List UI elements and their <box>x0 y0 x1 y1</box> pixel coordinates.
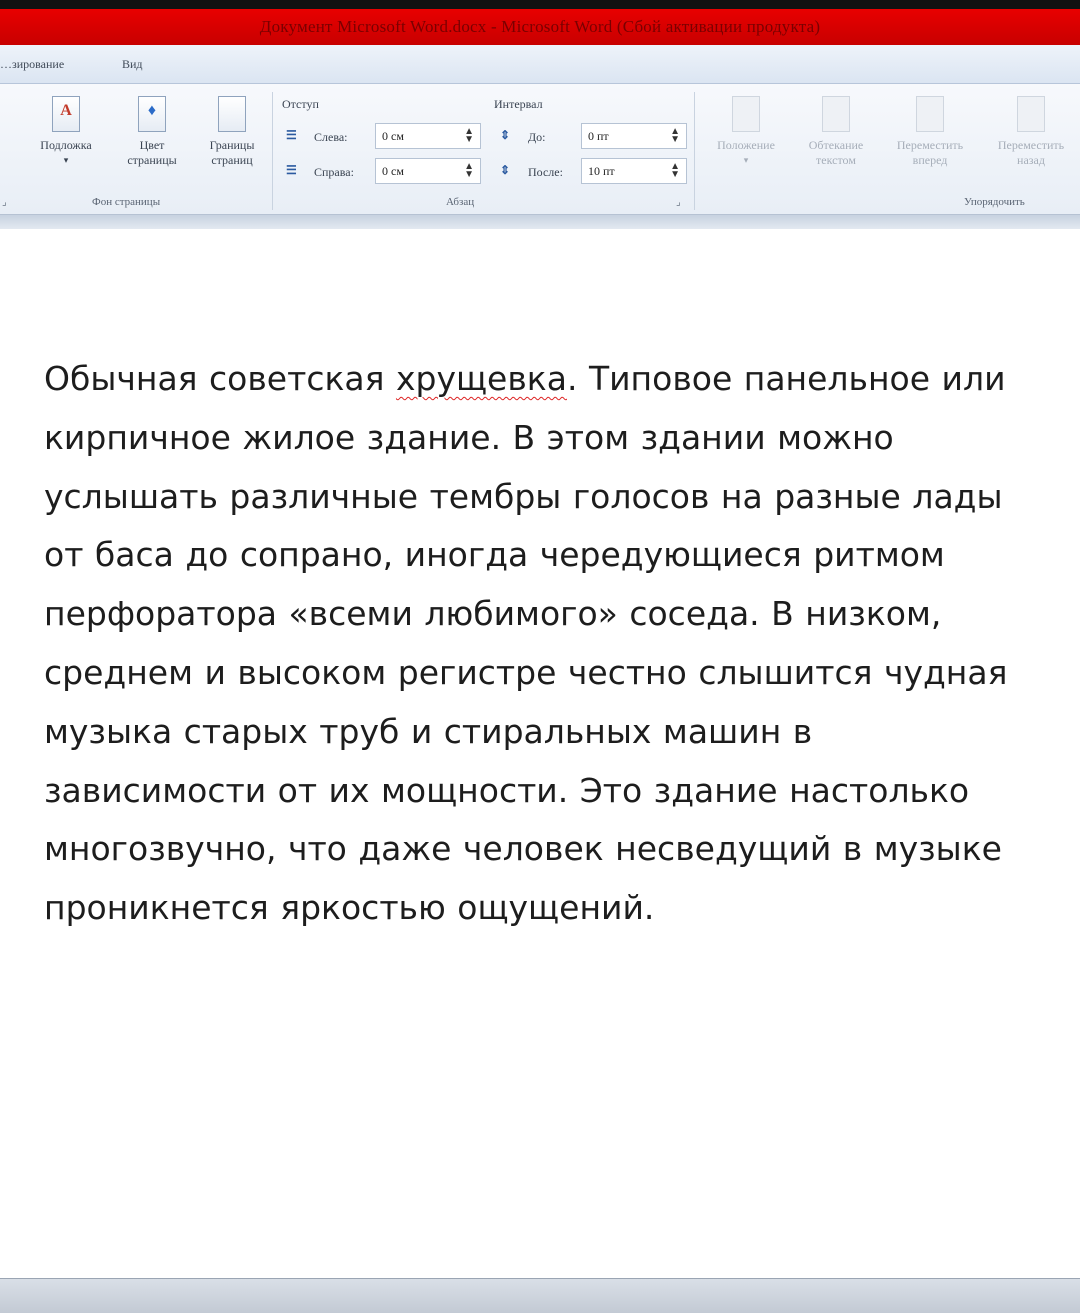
wrap-text-label-1: Обтекание <box>808 138 864 152</box>
top-bezel <box>0 0 1080 9</box>
bring-forward-label-2: вперед <box>912 153 948 167</box>
title-bar <box>0 9 1080 45</box>
spacing-before-icon: ⇕ <box>500 128 511 142</box>
position-button[interactable]: Положение ▾ <box>700 96 792 168</box>
tab-view[interactable]: Вид <box>122 57 143 71</box>
indent-right-icon: ☰ <box>286 163 297 177</box>
page-borders-label-1: Границы <box>209 138 255 152</box>
document-body[interactable] <box>44 350 1044 938</box>
position-label: Положение <box>717 138 775 152</box>
status-bar <box>0 1278 1080 1313</box>
spinner-arrows-icon[interactable]: ▲ ▼ <box>464 161 474 180</box>
document-line: среднем и высоком регистре честно слышится чудная <box>44 652 1008 692</box>
spacing-after-icon: ⇕ <box>500 163 511 177</box>
spacing-after-value: 10 пт <box>588 163 615 178</box>
document-line: музыка старых труб и стиральных машин в <box>44 711 813 751</box>
spacing-before-input[interactable] <box>581 123 687 149</box>
page-borders-icon <box>218 96 246 132</box>
document-line: перфоратора «всеми любимого» соседа. В низком, <box>44 594 942 634</box>
ribbon-tabs <box>0 45 1080 84</box>
group-separator <box>272 92 273 210</box>
wrap-text-label-2: текстом <box>816 153 856 167</box>
paint-bucket-icon: ♦ <box>138 96 166 132</box>
page-color-label-1: Цвет <box>139 138 165 152</box>
page-color-button[interactable] <box>120 96 184 168</box>
tab-review[interactable]: …зирование <box>0 57 65 71</box>
bring-forward-icon <box>916 96 944 132</box>
group-label-paragraph: Абзац <box>446 196 475 208</box>
document-line: от баса до сопрано, иногда чередующиеся ритмом <box>44 535 945 575</box>
spinner-arrows-icon[interactable]: ▲ ▼ <box>670 126 680 145</box>
page-color-label-2: страницы <box>127 153 177 167</box>
send-backward-label-1: Переместить <box>997 138 1065 152</box>
document-line: проникнется яркостью ощущений. <box>44 888 655 928</box>
watermark-icon: A <box>52 96 80 132</box>
document-line: многозвучно, что даже человек несведущий в музыке <box>44 829 1002 869</box>
indent-title: Отступ <box>282 97 319 111</box>
send-backward-label-2: назад <box>1017 153 1045 167</box>
bring-forward-button[interactable] <box>880 96 980 168</box>
spelling-error-word: хрущевка <box>395 359 567 398</box>
spacing-before-value: 0 пт <box>588 128 609 143</box>
wrap-text-icon <box>822 96 850 132</box>
window-title: Документ Microsoft Word.docx - Microsoft Word (Сбой активации продукта) <box>259 17 821 36</box>
send-backward-button[interactable] <box>982 96 1080 168</box>
spinner-arrows-icon[interactable]: ▲ ▼ <box>670 161 680 180</box>
group-label-page-background: Фон страницы <box>92 196 161 208</box>
document-line: зависимости от их мощности. Это здание настолько <box>44 770 970 810</box>
watermark-button[interactable]: A Подложка ▾ <box>24 96 108 168</box>
dialog-launcher-icon[interactable]: ⌟ <box>2 197 7 208</box>
ribbon-bottom-edge <box>0 214 1080 229</box>
indent-left-input[interactable] <box>375 123 481 149</box>
bring-forward-label-1: Переместить <box>896 138 964 152</box>
document-line: Обычная советская хрущевка. Типовое панельное или <box>44 359 1006 398</box>
page-borders-label-2: страниц <box>211 153 253 167</box>
indent-right-label: Справа: <box>314 165 354 179</box>
page-borders-button[interactable] <box>196 96 268 168</box>
spacing-after-label: После: <box>528 165 563 179</box>
group-separator <box>694 92 695 210</box>
indent-right-input[interactable] <box>375 158 481 184</box>
group-label-arrange: Упорядочить <box>964 196 1025 208</box>
indent-left-icon: ☰ <box>286 128 297 142</box>
dialog-launcher-icon[interactable]: ⌟ <box>676 197 681 208</box>
spacing-before-label: До: <box>528 130 546 144</box>
indent-left-value: 0 см <box>382 128 404 143</box>
spacing-title: Интервал <box>494 97 543 111</box>
document-line: услышать различные тембры голосов на разные лады <box>44 476 1003 516</box>
send-backward-icon <box>1017 96 1045 132</box>
watermark-label: Подложка <box>40 138 92 152</box>
spinner-arrows-icon[interactable]: ▲ ▼ <box>464 126 474 145</box>
position-icon <box>732 96 760 132</box>
indent-right-value: 0 см <box>382 163 404 178</box>
indent-left-label: Слева: <box>314 130 348 144</box>
document-line: кирпичное жилое здание. В этом здании можно <box>44 417 894 457</box>
spacing-after-input[interactable] <box>581 158 687 184</box>
wrap-text-button[interactable] <box>790 96 882 168</box>
